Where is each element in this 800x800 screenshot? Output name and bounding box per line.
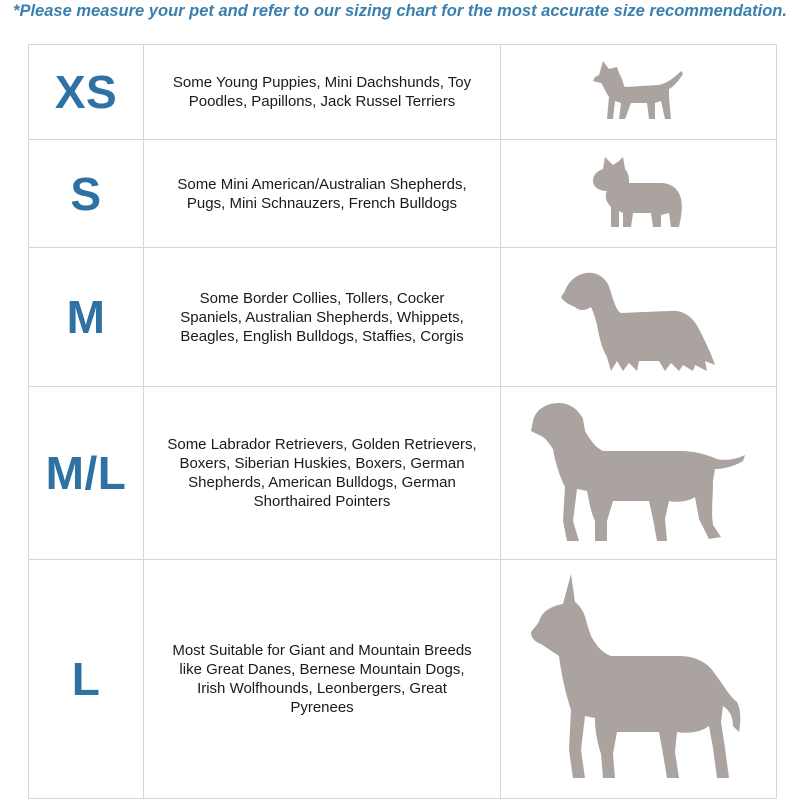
silhouette-cell (501, 387, 777, 560)
size-label: M/L (45, 447, 127, 499)
description-cell (144, 560, 501, 799)
silhouette-cell (501, 140, 777, 248)
size-cell (29, 45, 144, 140)
size-cell (29, 140, 144, 248)
silhouette-cell (501, 248, 777, 387)
size-chart (28, 44, 777, 799)
great-dane-silhouette-icon (529, 572, 749, 787)
size-row-m (29, 248, 777, 387)
description-cell (144, 140, 501, 248)
size-row-s (29, 140, 777, 248)
size-label: XS (54, 66, 118, 118)
size-cell (29, 560, 144, 799)
size-row-ml (29, 387, 777, 560)
breed-description: Some Mini American/Australian Shepherds, Pugs, Mini Schnauzers, French Bulldogs (177, 175, 467, 212)
size-label: M (66, 291, 106, 343)
size-label: L (71, 653, 101, 705)
breed-description: Some Border Collies, Tollers, Cocker Spaniels, Australian Shepherds, Whippets, Beagles, English Bulldogs, Staffies, Corgis (180, 289, 464, 345)
breed-description: Most Suitable for Giant and Mountain Breeds like Great Danes, Bernese Mountain Dogs, Irish Wolfhounds, Leonbergers, Great Pyrenees (172, 642, 472, 716)
breed-description: Some Young Puppies, Mini Dachshunds, Toy Poodles, Papillons, Jack Russel Terriers (172, 74, 472, 110)
silhouette-cell (501, 45, 777, 140)
description-cell (144, 45, 501, 140)
silhouette-cell (501, 560, 777, 799)
labrador-silhouette-icon (529, 401, 749, 546)
small-terrier-silhouette-icon (589, 57, 689, 127)
size-cell (29, 387, 144, 560)
size-cell (29, 248, 144, 387)
description-cell (144, 387, 501, 560)
description-cell (144, 248, 501, 387)
size-row-xs (29, 45, 777, 140)
size-row-l (29, 560, 777, 799)
size-label: S (70, 167, 102, 220)
breed-description: Some Labrador Retrievers, Golden Retrievers, Boxers, Siberian Huskies, Boxers, German Shepherds, American Bulldogs, German Shorthaired Pointers (167, 436, 477, 510)
cocker-spaniel-silhouette-icon (559, 261, 719, 373)
sizing-note: *Please measure your pet and refer to our sizing chart for the most accurate size recommendation. (13, 2, 787, 20)
french-bulldog-silhouette-icon (589, 155, 689, 233)
